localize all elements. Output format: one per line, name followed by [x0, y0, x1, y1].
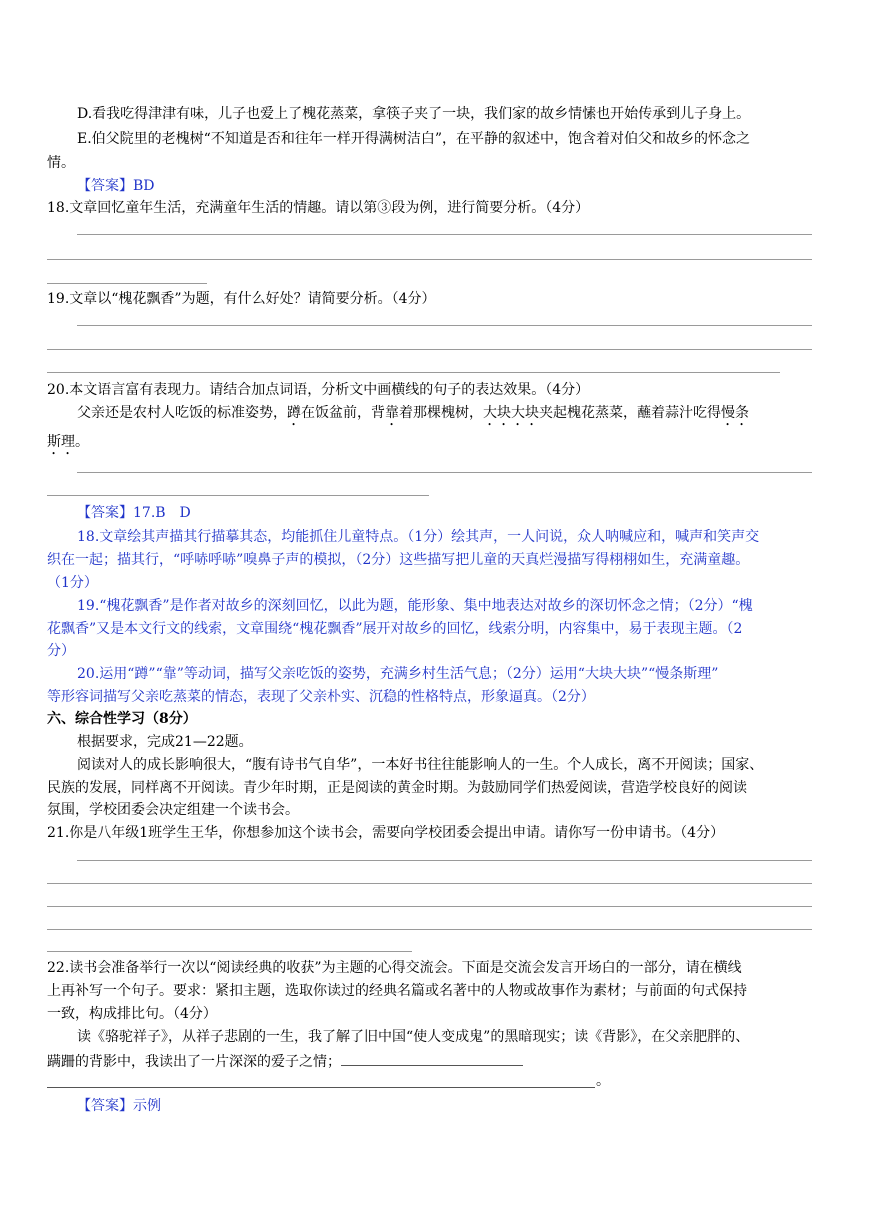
section-heading: 六、综合性学习（8分） — [47, 711, 197, 727]
q17-answer — [77, 176, 869, 196]
answer-20: 20.运用“蹲”“靠”等动词，描写父亲吃饭的姿势，充满乡村生活气息；（2分）运用“大块大块”“慢条斯理” — [77, 666, 719, 682]
quote-text: 在饭盆前，背 — [301, 405, 385, 421]
quote-text: 着那棵槐树， — [399, 405, 483, 421]
fill-blank-line — [341, 1051, 523, 1066]
q20-quote — [77, 403, 869, 429]
q19-question: 19.文章以“槐花飘香”为题，有什么好处？请简要分析。（4分） — [47, 291, 436, 307]
answer-line — [47, 951, 412, 952]
answer-text: 示例 — [133, 1098, 161, 1114]
fill-blank-line — [47, 1087, 595, 1088]
q20-question: 20.本文语言富有表现力。请结合加点词语，分析文中画横线的句子的表达效果。（4分） — [47, 382, 590, 398]
answer-line — [77, 860, 812, 861]
answer-line — [47, 929, 812, 930]
dotted-word: 斯理 — [47, 434, 75, 450]
dotted-word: 慢条 — [721, 405, 749, 421]
answer-20-cont: 等形容词描写父亲吃蒸菜的情态，表现了父亲朴实、沉稳的性格特点，形象逼真。（2分） — [47, 689, 595, 705]
quote-text: 。 — [75, 434, 89, 450]
q17-option-d: D.看我吃得津津有味，儿子也爱上了槐花蒸菜，拿筷子夹了一块，我们家的故乡情愫也开始传承到儿子身上。 — [77, 106, 751, 122]
answers-17 — [77, 503, 869, 523]
q22-question-cont: 上再补写一个句子。要求：紧扣主题，选取你读过的经典名篇或名著中的人物或故事作为素材；与前面的句式保持 — [47, 983, 747, 999]
answer-line — [47, 259, 812, 260]
answer-18-cont: （1分） — [47, 575, 98, 591]
answer-19-cont: 分） — [47, 643, 75, 659]
q17-option-e: E.伯父院里的老槐树“不知道是否和往年一样开得满树洁白”，在平静的叙述中，饱含着对伯父和故乡的怀念之 — [77, 131, 750, 147]
dotted-word: 大块大块 — [483, 405, 539, 421]
answer-18-cont: 织在一起；描其行，“呼哧呼哧”嗅鼻子声的模拟，（2分）这些描写把儿童的天真烂漫描写得栩栩如生，充满童趣。 — [47, 552, 750, 568]
passage-text: 蹒跚的背影中，我读出了一片深深的爱子之情； — [47, 1054, 341, 1070]
answer-line — [47, 349, 812, 350]
answer-text: 17.B D — [133, 505, 191, 521]
q22-question: 22.读书会准备举行一次以“阅读经典的收获”为主题的心得交流会。下面是交流会发言开场白的一部分，请在横线 — [47, 960, 742, 976]
dotted-word: 靠 — [385, 405, 399, 421]
answer-tag: 【答案】 — [77, 178, 133, 194]
answer-line — [77, 325, 812, 326]
q22-passage: 读《骆驼祥子》，从祥子悲剧的一生，我了解了旧中国“使人变成鬼”的黑暗现实；读《背影》，在父亲肥胖的、 — [77, 1029, 750, 1045]
q22-question-cont: 一致，构成排比句。（4分） — [47, 1006, 217, 1022]
answer-18: 18.文章绘其声描其行描摹其态，均能抓住儿童特点。（1分）绘其声，一人问说，众人呐喊应和，喊声和笑声交 — [77, 529, 760, 545]
section-paragraph: 阅读对人的成长影响很大，“腹有诗书气自华”，一本好书往往能影响人的一生。个人成长，离不开阅读；国家、 — [77, 757, 764, 773]
dotted-word: 蹲 — [287, 405, 301, 421]
answer-19: 19.“槐花飘香”是作者对故乡的深刻回忆，以此为题，能形象、集中地表达对故乡的深切怀念之情；（2分）“槐 — [77, 598, 753, 614]
section-paragraph-cont: 民族的发展，同样离不开阅读。青少年时期，正是阅读的黄金时期。为鼓励同学们热爱阅读，营造学校良好的阅读 — [47, 780, 747, 796]
q21-question: 21.你是八年级1班学生王华，你想参加这个读书会，需要向学校团委会提出申请。请你写一份申请书。（4分） — [47, 825, 725, 841]
q20-quote-cont — [47, 432, 869, 458]
quote-text: 夹起槐花蒸菜，蘸着蒜汁吃得 — [539, 405, 721, 421]
answer-19-cont: 花飘香”又是本文行文的线索，文章围绕“槐花飘香”展开对故乡的回忆，线索分明，内容集中，易于表现主题。（2 — [47, 621, 743, 637]
answer-line — [47, 283, 207, 284]
q22-passage-cont — [47, 1051, 869, 1072]
answer-line — [47, 883, 812, 884]
answer-line — [77, 234, 812, 235]
answer-line — [47, 906, 812, 907]
answer-text: BD — [133, 178, 155, 194]
q22-end-mark: 。 — [596, 1073, 610, 1089]
answer-line — [47, 495, 429, 496]
q22-answer — [77, 1096, 869, 1116]
quote-text: 父亲还是农村人吃饭的标准姿势， — [77, 405, 287, 421]
answer-tag: 【答案】 — [77, 1098, 133, 1114]
answer-line — [47, 372, 780, 373]
answer-tag: 【答案】 — [77, 505, 133, 521]
answer-line — [77, 472, 812, 473]
section-intro: 根据要求，完成21—22题。 — [77, 734, 253, 750]
q17-option-e-cont: 情。 — [47, 155, 75, 171]
section-paragraph-cont: 氛围，学校团委会决定组建一个读书会。 — [47, 802, 299, 818]
q18-question: 18.文章回忆童年生活，充满童年生活的情趣。请以第③段为例，进行简要分析。（4分） — [47, 200, 590, 216]
